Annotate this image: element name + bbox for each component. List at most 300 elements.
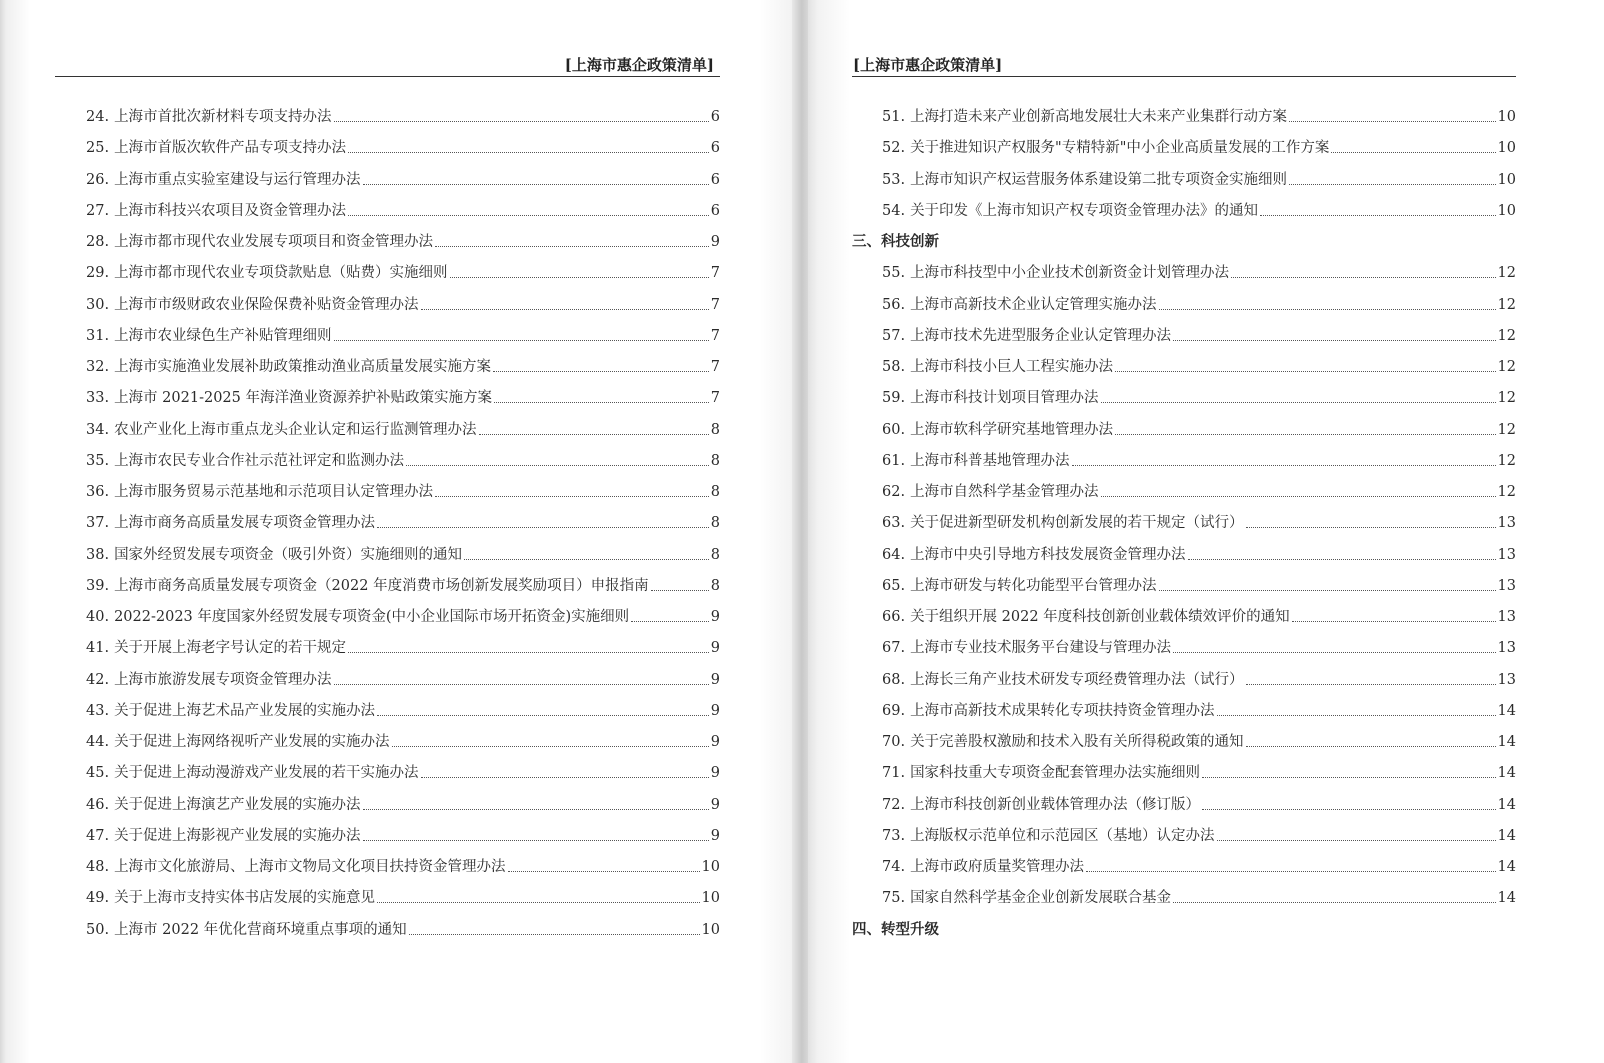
book-gutter-shadow <box>792 0 808 1063</box>
toc-entry-line <box>882 604 1516 630</box>
toc-entry-page-number: 6 <box>710 140 720 157</box>
toc-entry-title: 上海市科技小巨人工程实施办法 <box>910 359 1114 375</box>
toc-entry-number: 74. <box>882 859 906 875</box>
toc-entry-number: 25. <box>86 140 110 157</box>
toc-entry-number: 35. <box>86 452 110 469</box>
toc-entry-line <box>882 635 1516 661</box>
toc-entry-number: 70. <box>882 734 906 750</box>
toc-entry-title: 关于促进上海动漫游戏产业发展的若干实施办法 <box>114 765 419 782</box>
toc-entry-title: 上海市市级财政农业保险保费补贴资金管理办法 <box>114 296 419 313</box>
toc-entry <box>86 198 720 229</box>
toc-entry-page-number: 10 <box>1497 140 1516 157</box>
header-rule <box>55 76 720 77</box>
toc-entry-title: 关于促进上海影视产业发展的实施办法 <box>114 827 361 844</box>
toc-entry <box>852 667 1516 698</box>
toc-entry-title: 关于上海市支持实体书店发展的实施意见 <box>114 890 376 907</box>
toc-entry <box>852 198 1516 229</box>
toc-entry-line <box>882 260 1516 286</box>
toc-entry-number: 68. <box>882 671 906 688</box>
toc-entry-page-number: 10 <box>701 890 720 907</box>
dot-leader <box>479 433 709 435</box>
toc-entry-line <box>882 823 1516 849</box>
toc-entry-line <box>86 479 720 505</box>
toc-entry-line <box>882 385 1516 411</box>
dot-leader <box>493 370 709 372</box>
toc-entry-number: 52. <box>882 140 906 157</box>
dot-leader <box>1246 526 1496 528</box>
toc-entry-page-number: 7 <box>710 327 720 344</box>
toc-entry-page-number: 10 <box>701 921 720 938</box>
toc-entry-number: 62. <box>882 484 906 500</box>
toc-entry-number: 30. <box>86 296 110 313</box>
toc-entry <box>86 385 720 416</box>
toc-entry-line <box>86 823 720 849</box>
dot-leader <box>1260 214 1495 216</box>
toc-entry <box>852 292 1516 323</box>
toc-entry-line <box>86 292 720 318</box>
toc-entry <box>86 760 720 791</box>
toc-entry <box>852 854 1516 885</box>
toc-entry <box>86 604 720 635</box>
toc-entry-title: 上海市 2021-2025 年海洋渔业资源养护补贴政策实施方案 <box>114 390 492 407</box>
toc-entry-page-number: 10 <box>701 859 720 875</box>
toc-section-row <box>852 917 1516 948</box>
dot-leader <box>651 589 709 591</box>
left-page <box>0 0 800 1063</box>
toc-entry-page-number: 9 <box>710 609 720 625</box>
toc-entry-number: 66. <box>882 609 906 625</box>
toc-entry-number: 51. <box>882 109 906 125</box>
toc-entry-number: 26. <box>86 171 110 188</box>
toc-entry-line <box>86 573 720 599</box>
dot-leader <box>1173 901 1495 903</box>
dot-leader <box>435 495 709 497</box>
toc-entry-page-number: 7 <box>710 359 720 375</box>
toc-entry-line <box>882 854 1516 880</box>
toc-entry-line <box>86 417 720 443</box>
toc-entry-number: 67. <box>882 640 906 657</box>
header-rule <box>852 76 1516 77</box>
toc-entry-title: 上海打造未来产业创新高地发展壮大未来产业集群行动方案 <box>910 109 1288 125</box>
toc-entry-page-number: 7 <box>710 265 720 282</box>
toc-entry-number: 71. <box>882 765 906 782</box>
toc-entry-line <box>882 792 1516 818</box>
dot-leader <box>508 870 700 872</box>
toc-entry <box>852 573 1516 604</box>
toc-entry-page-number: 12 <box>1497 296 1516 313</box>
toc-entry-number: 69. <box>882 702 906 719</box>
dot-leader <box>392 745 709 747</box>
dot-leader <box>435 245 709 247</box>
toc-entry <box>852 417 1516 448</box>
dot-leader <box>363 808 709 810</box>
toc-entry-line <box>86 635 720 661</box>
toc-entry-title: 上海市商务高质量发展专项资金（2022 年度消费市场创新发展奖励项目）申报指南 <box>114 577 649 594</box>
toc-entry <box>86 698 720 729</box>
toc-entry-title: 上海市中央引导地方科技发展资金管理办法 <box>910 546 1186 563</box>
toc-entry-page-number: 14 <box>1497 827 1516 844</box>
toc-entry-title: 上海市服务贸易示范基地和示范项目认定管理办法 <box>114 484 434 500</box>
toc-entry-number: 43. <box>86 702 110 719</box>
toc-entry-line <box>86 385 720 411</box>
dot-leader <box>1231 276 1495 278</box>
dot-leader <box>1246 745 1496 747</box>
toc-entry-line <box>86 323 720 349</box>
toc-entry-title: 上海市都市现代农业专项贷款贴息（贴费）实施细则 <box>114 265 448 282</box>
dot-leader <box>348 214 709 216</box>
toc-entry-title: 上海长三角产业技术研发专项经费管理办法（试行） <box>910 671 1244 688</box>
dot-leader <box>1202 808 1495 810</box>
toc-entry-title: 关于促进上海演艺产业发展的实施办法 <box>114 796 361 813</box>
dot-leader <box>377 714 709 716</box>
toc-entry-number: 39. <box>86 577 110 594</box>
toc-entry-line <box>882 417 1516 443</box>
dot-leader <box>421 308 709 310</box>
toc-entry-number: 55. <box>882 265 906 282</box>
toc-entry <box>86 635 720 666</box>
toc-entry <box>852 698 1516 729</box>
dot-leader <box>363 183 709 185</box>
toc-entry <box>852 260 1516 291</box>
toc-entry-line <box>86 198 720 224</box>
toc-entry-line <box>86 542 720 568</box>
toc-entry-line <box>882 760 1516 786</box>
toc-entry-page-number: 9 <box>710 234 720 250</box>
toc-entry-number: 50. <box>86 921 110 938</box>
toc-entry <box>852 542 1516 573</box>
toc-entry <box>86 823 720 854</box>
toc-entry-number: 42. <box>86 671 110 688</box>
dot-leader <box>1289 183 1495 185</box>
toc-entry-number: 61. <box>882 452 906 469</box>
toc-entry <box>852 354 1516 385</box>
toc-entry-number: 65. <box>882 577 906 594</box>
toc-entry-line <box>882 698 1516 724</box>
toc-entry-page-number: 8 <box>710 515 720 532</box>
dot-leader <box>1246 683 1496 685</box>
dot-leader <box>348 151 709 153</box>
dot-leader <box>1101 401 1496 403</box>
toc-entry-title: 上海市文化旅游局、上海市文物局文化项目扶持资金管理办法 <box>114 859 506 875</box>
toc-entry-number: 24. <box>86 109 110 125</box>
toc-entry-number: 57. <box>882 327 906 344</box>
toc-entry-line <box>86 885 720 911</box>
toc-entry-page-number: 10 <box>1497 109 1516 125</box>
toc-entry-line <box>882 885 1516 911</box>
toc-entry-page-number: 13 <box>1497 609 1516 625</box>
toc-entry-number: 34. <box>86 421 110 438</box>
dot-leader <box>377 901 699 903</box>
toc-entry-title: 上海市技术先进型服务企业认定管理办法 <box>910 327 1172 344</box>
toc-entry-number: 53. <box>882 171 906 188</box>
dot-leader <box>1086 870 1495 872</box>
toc-entry-number: 56. <box>882 296 906 313</box>
dot-leader <box>1159 589 1496 591</box>
toc-entry-page-number: 8 <box>710 577 720 594</box>
toc-entry-page-number: 14 <box>1497 890 1516 907</box>
toc-entry-number: 31. <box>86 327 110 344</box>
toc-entry-title: 上海市专业技术服务平台建设与管理办法 <box>910 640 1172 657</box>
dot-leader <box>1202 776 1495 778</box>
dot-leader <box>363 839 709 841</box>
toc-entry-number: 44. <box>86 734 110 750</box>
toc-entry-line <box>882 667 1516 693</box>
toc-entry-number: 27. <box>86 202 110 219</box>
toc-entry-line <box>882 573 1516 599</box>
toc-entry-number: 58. <box>882 359 906 375</box>
toc-entry-number: 63. <box>882 515 906 532</box>
toc-entry-page-number: 9 <box>710 765 720 782</box>
toc-entry <box>86 729 720 760</box>
toc-entry-page-number: 7 <box>710 296 720 313</box>
toc-entry <box>852 729 1516 760</box>
toc-entry-title: 上海市商务高质量发展专项资金管理办法 <box>114 515 376 532</box>
toc-entry-title: 国家外经贸发展专项资金（吸引外资）实施细则的通知 <box>114 546 463 563</box>
toc-entry <box>852 635 1516 666</box>
toc-entry-page-number: 9 <box>710 827 720 844</box>
toc-entry-number: 49. <box>86 890 110 907</box>
toc-entry-page-number: 6 <box>710 202 720 219</box>
toc-entry-page-number: 8 <box>710 546 720 563</box>
dot-leader <box>334 120 709 122</box>
toc-entry-title: 2022-2023 年度国家外经贸发展专项资金(中小企业国际市场开拓资金)实施细则 <box>114 609 630 625</box>
toc-entry-title: 上海市重点实验室建设与运行管理办法 <box>114 171 361 188</box>
toc-list-right <box>852 104 1516 948</box>
toc-entry-title: 上海市科技创新创业载体管理办法（修订版） <box>910 796 1201 813</box>
toc-entry-page-number: 13 <box>1497 640 1516 657</box>
toc-entry <box>86 354 720 385</box>
toc-entry-title: 上海市科技计划项目管理办法 <box>910 390 1099 407</box>
toc-entry <box>86 229 720 260</box>
toc-entry <box>86 792 720 823</box>
toc-entry-title: 上海市科技型中小企业技术创新资金计划管理办法 <box>910 265 1230 282</box>
toc-entry-title: 上海市政府质量奖管理办法 <box>910 859 1085 875</box>
toc-entry-page-number: 13 <box>1497 577 1516 594</box>
toc-entry-title: 关于开展上海老字号认定的若干规定 <box>114 640 347 657</box>
toc-entry-line <box>86 354 720 380</box>
toc-entry <box>852 510 1516 541</box>
dot-leader <box>1101 495 1496 497</box>
dot-leader <box>348 651 709 653</box>
toc-entry-page-number: 9 <box>710 702 720 719</box>
toc-entry <box>86 854 720 885</box>
toc-entry-number: 36. <box>86 484 110 500</box>
toc-entry-page-number: 14 <box>1497 765 1516 782</box>
dot-leader <box>464 558 709 560</box>
toc-entry-line <box>86 792 720 818</box>
toc-entry <box>86 417 720 448</box>
toc-entry-title: 上海市知识产权运营服务体系建设第二批专项资金实施细则 <box>910 171 1288 188</box>
toc-entry-line <box>882 135 1516 161</box>
toc-entry-number: 46. <box>86 796 110 813</box>
toc-entry-line <box>86 104 720 130</box>
toc-entry-page-number: 12 <box>1497 452 1516 469</box>
dot-leader <box>421 776 709 778</box>
dot-leader <box>1173 339 1495 341</box>
toc-entry-line <box>86 510 720 536</box>
toc-entry-page-number: 12 <box>1497 327 1516 344</box>
toc-entry-page-number: 9 <box>710 796 720 813</box>
toc-entry <box>86 292 720 323</box>
toc-entry-line <box>86 760 720 786</box>
toc-entry-line <box>882 448 1516 474</box>
toc-entry-number: 28. <box>86 234 110 250</box>
toc-entry <box>852 104 1516 135</box>
toc-entry <box>852 823 1516 854</box>
toc-entry-title: 上海市 2022 年优化营商环境重点事项的通知 <box>114 921 407 938</box>
toc-entry-title: 关于印发《上海市知识产权专项资金管理办法》的通知 <box>910 202 1259 219</box>
toc-entry-title: 上海市首批次新材料专项支持办法 <box>114 109 332 125</box>
toc-entry-title: 上海市软科学研究基地管理办法 <box>910 421 1114 438</box>
toc-entry-page-number: 14 <box>1497 796 1516 813</box>
toc-entry-line <box>882 292 1516 318</box>
dot-leader <box>450 276 709 278</box>
dot-leader <box>1115 370 1495 372</box>
toc-entry-title: 上海市旅游发展专项资金管理办法 <box>114 671 332 688</box>
dot-leader <box>406 464 709 466</box>
toc-entry-title: 关于促进上海艺术品产业发展的实施办法 <box>114 702 376 719</box>
toc-entry-title: 关于完善股权激励和技术入股有关所得税政策的通知 <box>910 734 1244 750</box>
toc-entry-line <box>86 854 720 880</box>
toc-entry <box>86 260 720 291</box>
toc-entry-page-number: 8 <box>710 484 720 500</box>
toc-entry-title: 关于促进新型研发机构创新发展的若干规定（试行） <box>910 515 1244 532</box>
dot-leader <box>1331 151 1495 153</box>
toc-entry-line <box>882 104 1516 130</box>
toc-entry-title: 关于组织开展 2022 年度科技创新创业载体绩效评价的通知 <box>910 609 1290 625</box>
toc-entry-title: 关于促进上海网络视听产业发展的实施办法 <box>114 734 390 750</box>
toc-entry-page-number: 10 <box>1497 202 1516 219</box>
toc-entry-number: 38. <box>86 546 110 563</box>
toc-entry-title: 上海市自然科学基金管理办法 <box>910 484 1099 500</box>
toc-entry-title: 上海市农民专业合作社示范社评定和监测办法 <box>114 452 405 469</box>
toc-entry-line <box>882 198 1516 224</box>
toc-entry <box>852 792 1516 823</box>
toc-entry-title: 农业产业化上海市重点龙头企业认定和运行监测管理办法 <box>114 421 477 438</box>
toc-entry <box>86 573 720 604</box>
toc-entry-title: 上海市首版次软件产品专项支持办法 <box>114 140 347 157</box>
toc-entry-line <box>86 667 720 693</box>
toc-entry <box>852 135 1516 166</box>
toc-entry-page-number: 13 <box>1497 671 1516 688</box>
toc-entry-page-number: 7 <box>710 390 720 407</box>
toc-entry-number: 37. <box>86 515 110 532</box>
toc-entry-title: 关于推进知识产权服务"专精特新"中小企业高质量发展的工作方案 <box>910 140 1330 157</box>
toc-entry-page-number: 9 <box>710 671 720 688</box>
toc-entry-line <box>86 135 720 161</box>
toc-entry-page-number: 13 <box>1497 515 1516 532</box>
toc-entry <box>852 385 1516 416</box>
toc-entry-number: 54. <box>882 202 906 219</box>
toc-entry-title: 国家科技重大专项资金配套管理办法实施细则 <box>910 765 1201 782</box>
toc-entry-page-number: 9 <box>710 734 720 750</box>
dot-leader <box>1173 651 1495 653</box>
dot-leader <box>1072 464 1496 466</box>
toc-entry <box>86 510 720 541</box>
toc-entry-line <box>86 604 720 630</box>
toc-entry <box>86 167 720 198</box>
toc-entry-page-number: 14 <box>1497 859 1516 875</box>
toc-entry <box>86 542 720 573</box>
toc-entry <box>852 885 1516 916</box>
toc-entry <box>86 885 720 916</box>
toc-entry <box>86 135 720 166</box>
toc-entry-number: 41. <box>86 640 110 657</box>
toc-entry <box>852 760 1516 791</box>
toc-entry-number: 60. <box>882 421 906 438</box>
dot-leader <box>1217 714 1496 716</box>
toc-entry-title: 上海市科普基地管理办法 <box>910 452 1070 469</box>
toc-entry-line <box>86 729 720 755</box>
running-head: [上海市惠企政策清单] <box>564 56 714 74</box>
toc-entry-title: 上海市高新技术企业认定管理实施办法 <box>910 296 1157 313</box>
toc-section-heading: 三、科技创新 <box>852 233 939 250</box>
toc-list-left <box>86 104 720 948</box>
dot-leader <box>494 401 709 403</box>
toc-entry-number: 45. <box>86 765 110 782</box>
toc-entry-title: 上海市农业绿色生产补贴管理细则 <box>114 327 332 344</box>
toc-entry-page-number: 12 <box>1497 265 1516 282</box>
toc-entry-page-number: 12 <box>1497 484 1516 500</box>
toc-entry <box>852 167 1516 198</box>
toc-entry-line <box>86 260 720 286</box>
toc-entry-line <box>86 917 720 943</box>
toc-entry-line <box>882 354 1516 380</box>
dot-leader <box>1217 839 1496 841</box>
toc-entry <box>852 448 1516 479</box>
toc-entry-line <box>882 542 1516 568</box>
toc-entry-page-number: 8 <box>710 452 720 469</box>
toc-entry-title: 上海市高新技术成果转化专项扶持资金管理办法 <box>910 702 1215 719</box>
toc-entry <box>86 479 720 510</box>
toc-entry-number: 33. <box>86 390 110 407</box>
dot-leader <box>377 526 709 528</box>
toc-entry-page-number: 14 <box>1497 734 1516 750</box>
right-page <box>800 0 1604 1063</box>
toc-entry-number: 73. <box>882 827 906 844</box>
toc-entry-title: 上海市实施渔业发展补助政策推动渔业高质量发展实施方案 <box>114 359 492 375</box>
toc-entry-line <box>882 323 1516 349</box>
dot-leader <box>1115 433 1495 435</box>
toc-entry-page-number: 6 <box>710 171 720 188</box>
toc-entry-page-number: 12 <box>1497 359 1516 375</box>
toc-entry-title: 国家自然科学基金企业创新发展联合基金 <box>910 890 1172 907</box>
dot-leader <box>334 683 709 685</box>
dot-leader <box>1188 558 1496 560</box>
toc-entry-line <box>86 167 720 193</box>
toc-entry-page-number: 10 <box>1497 171 1516 188</box>
toc-entry-title: 上海市科技兴农项目及资金管理办法 <box>114 202 347 219</box>
toc-entry-line <box>86 229 720 255</box>
toc-section-row <box>852 229 1516 260</box>
dot-leader <box>334 339 709 341</box>
toc-entry-line <box>882 167 1516 193</box>
toc-entry <box>86 323 720 354</box>
toc-entry-number: 75. <box>882 890 906 907</box>
toc-entry-page-number: 8 <box>710 421 720 438</box>
toc-entry-number: 40. <box>86 609 110 625</box>
toc-entry-page-number: 6 <box>710 109 720 125</box>
toc-entry <box>852 479 1516 510</box>
toc-entry-number: 64. <box>882 546 906 563</box>
toc-entry-line <box>882 729 1516 755</box>
toc-entry-page-number: 12 <box>1497 421 1516 438</box>
toc-entry-number: 48. <box>86 859 110 875</box>
toc-entry-number: 29. <box>86 265 110 282</box>
toc-entry-page-number: 13 <box>1497 546 1516 563</box>
toc-entry-line <box>86 448 720 474</box>
toc-entry-line <box>86 698 720 724</box>
